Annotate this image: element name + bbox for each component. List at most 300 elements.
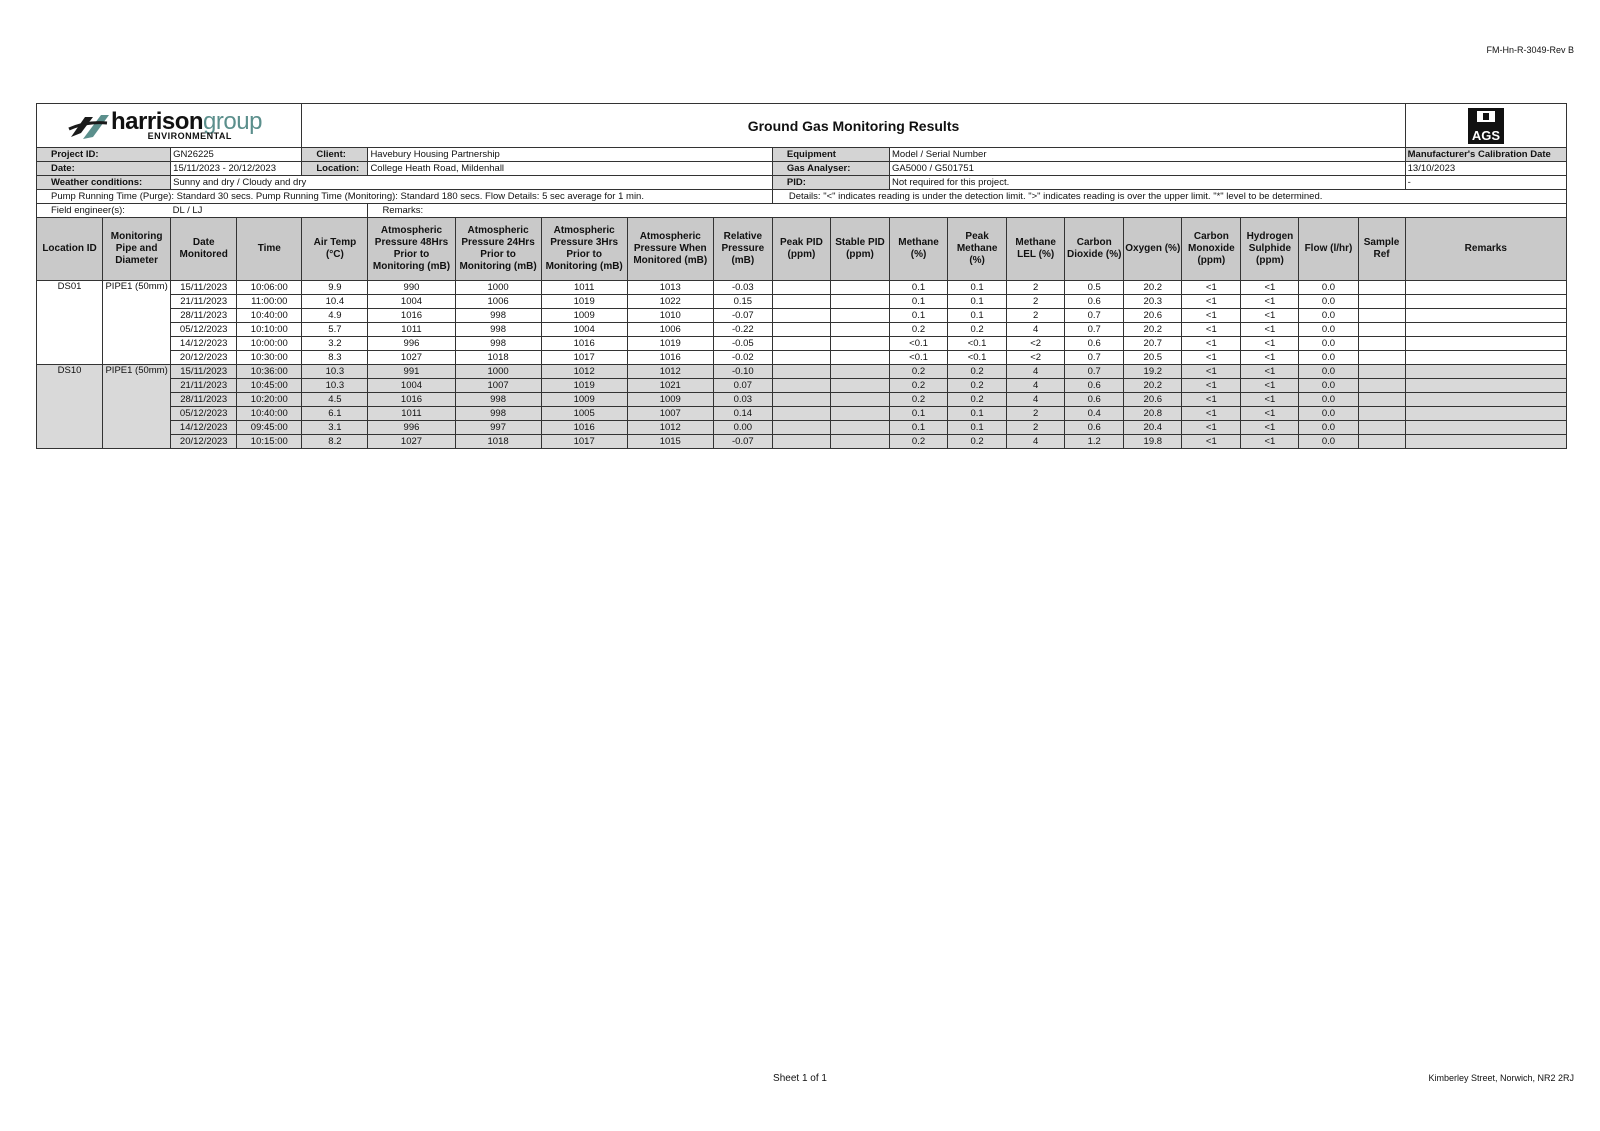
table-cell: [1405, 421, 1566, 435]
table-cell: <1: [1241, 379, 1299, 393]
table-cell: 20.6: [1124, 393, 1182, 407]
location-id-cell: DS01: [37, 281, 103, 365]
table-cell: 0.7: [1065, 365, 1124, 379]
table-cell: -0.02: [713, 351, 772, 365]
table-cell: 4: [1007, 365, 1065, 379]
table-cell: -0.03: [713, 281, 772, 295]
table-cell: 9.9: [302, 281, 368, 295]
table-row: [37, 309, 1567, 323]
table-cell: 0.0: [1299, 309, 1358, 323]
client-value: Havebury Housing Partnership: [368, 148, 772, 162]
project-id-label: Project ID:: [37, 148, 171, 162]
table-cell: [830, 407, 889, 421]
table-cell: 10:36:00: [237, 365, 302, 379]
table-cell: 14/12/2023: [171, 421, 237, 435]
table-cell: [772, 365, 830, 379]
table-cell: [772, 337, 830, 351]
table-cell: 2: [1007, 421, 1065, 435]
results-sheet: [36, 103, 1567, 449]
table-cell: 1019: [541, 379, 627, 393]
column-header: Peak PID (ppm): [772, 218, 830, 281]
table-cell: 20.5: [1124, 351, 1182, 365]
table-cell: 09:45:00: [237, 421, 302, 435]
svg-text:AGS: AGS: [1471, 127, 1500, 143]
table-cell: <2: [1007, 337, 1065, 351]
table-cell: 10:30:00: [237, 351, 302, 365]
table-cell: 10:06:00: [237, 281, 302, 295]
table-cell: [1405, 337, 1566, 351]
table-cell: 10:10:00: [237, 323, 302, 337]
table-cell: 20.2: [1124, 379, 1182, 393]
column-header: Oxygen (%): [1124, 218, 1182, 281]
column-header: Air Temp (°C): [302, 218, 368, 281]
table-cell: [1405, 295, 1566, 309]
pipe-diameter-cell: PIPE1 (50mm): [103, 281, 171, 365]
pid-label: PID:: [772, 176, 889, 190]
table-cell: 1021: [627, 379, 713, 393]
table-cell: 0.0: [1299, 435, 1358, 449]
column-header: Monitoring Pipe and Diameter: [103, 218, 171, 281]
table-cell: 1.2: [1065, 435, 1124, 449]
table-cell: 1010: [627, 309, 713, 323]
table-cell: [1358, 337, 1405, 351]
table-cell: 0.2: [890, 393, 948, 407]
table-cell: 0.7: [1065, 351, 1124, 365]
table-cell: [1405, 365, 1566, 379]
table-cell: [1405, 379, 1566, 393]
table-cell: 20.7: [1124, 337, 1182, 351]
table-cell: 10:40:00: [237, 407, 302, 421]
table-cell: 0.0: [1299, 421, 1358, 435]
table-cell: 0.1: [890, 295, 948, 309]
table-cell: 5.7: [302, 323, 368, 337]
weather-value: Sunny and dry / Cloudy and dry: [171, 176, 773, 190]
table-cell: 1012: [627, 421, 713, 435]
table-cell: [1358, 309, 1405, 323]
table-cell: 1016: [368, 309, 455, 323]
table-cell: 21/11/2023: [171, 379, 237, 393]
table-cell: [830, 309, 889, 323]
table-cell: 0.0: [1299, 323, 1358, 337]
table-cell: 4.9: [302, 309, 368, 323]
table-cell: [1358, 281, 1405, 295]
table-cell: 991: [368, 365, 455, 379]
table-row: [37, 393, 1567, 407]
table-cell: 10.4: [302, 295, 368, 309]
column-header: Location ID: [37, 218, 103, 281]
table-cell: 0.2: [890, 379, 948, 393]
column-header: Atmospheric Pressure 48Hrs Prior to Monitoring (mB): [368, 218, 455, 281]
table-cell: [830, 421, 889, 435]
calibration-date-label: Manufacturer's Calibration Date: [1405, 148, 1566, 162]
table-cell: 1007: [455, 379, 541, 393]
table-cell: 1011: [368, 407, 455, 421]
table-cell: 1012: [541, 365, 627, 379]
pid-value: Not required for this project.: [890, 176, 1406, 190]
table-cell: -0.05: [713, 337, 772, 351]
table-cell: <1: [1182, 435, 1241, 449]
table-cell: [830, 337, 889, 351]
table-row: [37, 295, 1567, 309]
table-cell: 20/12/2023: [171, 435, 237, 449]
table-cell: 996: [368, 337, 455, 351]
table-cell: 8.2: [302, 435, 368, 449]
brand-name: harrisongroup: [111, 107, 262, 135]
table-cell: 998: [455, 337, 541, 351]
table-cell: 15/11/2023: [171, 365, 237, 379]
table-cell: 998: [455, 393, 541, 407]
table-cell: 3.2: [302, 337, 368, 351]
company-address: Kimberley Street, Norwich, NR2 2RJ: [1428, 1073, 1574, 1083]
table-cell: 1027: [368, 351, 455, 365]
table-cell: 0.6: [1065, 421, 1124, 435]
table-cell: 11:00:00: [237, 295, 302, 309]
table-cell: 0.6: [1065, 295, 1124, 309]
table-cell: 0.6: [1065, 337, 1124, 351]
table-cell: 0.2: [948, 379, 1007, 393]
table-cell: 0.2: [948, 393, 1007, 407]
table-cell: [1358, 393, 1405, 407]
equipment-value: Model / Serial Number: [890, 148, 1406, 162]
table-cell: 1016: [368, 393, 455, 407]
table-cell: 1027: [368, 435, 455, 449]
column-header: Methane LEL (%): [1007, 218, 1065, 281]
company-logo: [37, 104, 302, 148]
table-cell: 14/12/2023: [171, 337, 237, 351]
table-cell: 1006: [627, 323, 713, 337]
table-cell: 0.2: [948, 365, 1007, 379]
table-cell: 1022: [627, 295, 713, 309]
column-header: Carbon Monoxide (ppm): [1182, 218, 1241, 281]
column-header: Hydrogen Sulphide (ppm): [1241, 218, 1299, 281]
table-cell: [830, 379, 889, 393]
table-cell: 0.00: [713, 421, 772, 435]
table-cell: <1: [1182, 323, 1241, 337]
table-cell: <1: [1241, 393, 1299, 407]
table-cell: 0.1: [948, 295, 1007, 309]
table-cell: 998: [455, 309, 541, 323]
table-cell: <1: [1182, 421, 1241, 435]
header-table: [36, 103, 1567, 449]
table-cell: [772, 309, 830, 323]
table-cell: 10:00:00: [237, 337, 302, 351]
table-cell: [1405, 323, 1566, 337]
table-cell: <1: [1182, 379, 1241, 393]
table-cell: [772, 421, 830, 435]
table-cell: 996: [368, 421, 455, 435]
column-header: Peak Methane (%): [948, 218, 1007, 281]
table-row: [37, 421, 1567, 435]
table-cell: 1012: [627, 365, 713, 379]
table-cell: <2: [1007, 351, 1065, 365]
table-cell: [830, 323, 889, 337]
table-cell: -0.07: [713, 435, 772, 449]
table-cell: 4: [1007, 323, 1065, 337]
page-title: Ground Gas Monitoring Results: [302, 104, 1405, 148]
table-cell: 10.3: [302, 379, 368, 393]
table-cell: <1: [1241, 323, 1299, 337]
gas-analyser-value: GA5000 / G501751: [890, 162, 1406, 176]
table-cell: 1016: [627, 351, 713, 365]
table-row: [37, 435, 1567, 449]
table-cell: 998: [455, 407, 541, 421]
table-cell: [772, 435, 830, 449]
table-cell: 0.1: [948, 281, 1007, 295]
table-cell: 19.2: [1124, 365, 1182, 379]
table-cell: 0.2: [890, 365, 948, 379]
date-label: Date:: [37, 162, 171, 176]
table-cell: 1013: [627, 281, 713, 295]
table-cell: 10:20:00: [237, 393, 302, 407]
table-cell: 0.2: [948, 435, 1007, 449]
table-cell: 1017: [541, 435, 627, 449]
table-cell: <0.1: [890, 337, 948, 351]
table-cell: 0.03: [713, 393, 772, 407]
table-cell: [830, 351, 889, 365]
table-cell: 10.3: [302, 365, 368, 379]
table-cell: 1004: [368, 379, 455, 393]
table-cell: 0.0: [1299, 351, 1358, 365]
table-cell: 0.07: [713, 379, 772, 393]
column-header: Stable PID (ppm): [830, 218, 889, 281]
table-cell: <1: [1241, 421, 1299, 435]
table-cell: 0.4: [1065, 407, 1124, 421]
table-cell: 8.3: [302, 351, 368, 365]
table-cell: 997: [455, 421, 541, 435]
column-header: Relative Pressure (mB): [713, 218, 772, 281]
table-cell: [772, 379, 830, 393]
table-cell: 0.0: [1299, 393, 1358, 407]
location-id-cell: DS10: [37, 365, 103, 449]
table-cell: [772, 351, 830, 365]
table-cell: 1009: [627, 393, 713, 407]
table-cell: 0.0: [1299, 379, 1358, 393]
table-cell: 10:45:00: [237, 379, 302, 393]
table-cell: <0.1: [890, 351, 948, 365]
table-cell: [1358, 351, 1405, 365]
table-cell: 0.0: [1299, 281, 1358, 295]
column-header: Time: [237, 218, 302, 281]
location-value: College Heath Road, Mildenhall: [368, 162, 772, 176]
table-cell: [772, 295, 830, 309]
table-cell: <1: [1241, 407, 1299, 421]
table-cell: 0.6: [1065, 393, 1124, 407]
column-header: Carbon Dioxide (%): [1065, 218, 1124, 281]
table-cell: 20.8: [1124, 407, 1182, 421]
table-cell: [830, 435, 889, 449]
table-cell: 1006: [455, 295, 541, 309]
table-cell: 28/11/2023: [171, 393, 237, 407]
table-cell: <1: [1241, 295, 1299, 309]
table-cell: [830, 365, 889, 379]
table-cell: [1358, 435, 1405, 449]
table-cell: [772, 281, 830, 295]
table-cell: 2: [1007, 281, 1065, 295]
table-cell: <1: [1182, 281, 1241, 295]
pump-details: Pump Running Time (Purge): Standard 30 secs. Pump Running Time (Monitoring): Standard 180 secs. Flow Details: 5 sec average for 1 min.: [37, 190, 773, 204]
sheet-number: Sheet 1 of 1: [773, 1073, 827, 1084]
table-cell: [1358, 295, 1405, 309]
table-cell: 05/12/2023: [171, 407, 237, 421]
table-cell: [830, 281, 889, 295]
column-header: Sample Ref: [1358, 218, 1405, 281]
table-cell: [1358, 407, 1405, 421]
table-cell: [1358, 323, 1405, 337]
table-cell: [1405, 393, 1566, 407]
table-cell: 0.6: [1065, 379, 1124, 393]
column-header: Atmospheric Pressure 24Hrs Prior to Monitoring (mB): [455, 218, 541, 281]
table-cell: 0.1: [890, 421, 948, 435]
table-cell: 0.1: [948, 421, 1007, 435]
project-id-value: GN26225: [171, 148, 302, 162]
table-cell: 10:15:00: [237, 435, 302, 449]
column-header: Date Monitored: [171, 218, 237, 281]
column-header: Atmospheric Pressure When Monitored (mB): [627, 218, 713, 281]
equipment-label: Equipment: [772, 148, 889, 162]
table-cell: [772, 393, 830, 407]
table-cell: -0.10: [713, 365, 772, 379]
harrison-swoosh-icon: [67, 109, 111, 143]
table-cell: 19.8: [1124, 435, 1182, 449]
remarks-label: Remarks:: [368, 204, 1567, 218]
table-cell: 20.2: [1124, 281, 1182, 295]
table-cell: 0.2: [890, 323, 948, 337]
table-cell: 28/11/2023: [171, 309, 237, 323]
table-cell: 1019: [627, 337, 713, 351]
table-cell: [830, 295, 889, 309]
weather-label: Weather conditions:: [37, 176, 171, 190]
table-cell: 0.7: [1065, 309, 1124, 323]
reading-details: Details: "<" indicates reading is under the detection limit. ">" indicates reading is over the upper limit. "*" level to be determined.: [772, 190, 1566, 204]
column-header: Flow (l/hr): [1299, 218, 1358, 281]
table-cell: 2: [1007, 309, 1065, 323]
table-cell: 1004: [541, 323, 627, 337]
table-cell: 20.6: [1124, 309, 1182, 323]
table-cell: <1: [1241, 281, 1299, 295]
table-cell: 0.2: [948, 323, 1007, 337]
table-cell: [1405, 351, 1566, 365]
table-cell: 990: [368, 281, 455, 295]
table-cell: 1015: [627, 435, 713, 449]
table-cell: 0.14: [713, 407, 772, 421]
table-cell: -0.22: [713, 323, 772, 337]
table-cell: <1: [1182, 337, 1241, 351]
table-cell: 4: [1007, 379, 1065, 393]
table-cell: 998: [455, 323, 541, 337]
table-cell: 15/11/2023: [171, 281, 237, 295]
table-cell: <1: [1182, 309, 1241, 323]
table-cell: 0.0: [1299, 365, 1358, 379]
table-cell: 0.2: [890, 435, 948, 449]
table-cell: <0.1: [948, 351, 1007, 365]
table-cell: 1000: [455, 281, 541, 295]
table-cell: 1000: [455, 365, 541, 379]
date-value: 15/11/2023 - 20/12/2023: [171, 162, 302, 176]
table-cell: 21/11/2023: [171, 295, 237, 309]
pipe-diameter-cell: PIPE1 (50mm): [103, 365, 171, 449]
table-row: [37, 323, 1567, 337]
table-cell: <1: [1182, 351, 1241, 365]
table-row: [37, 379, 1567, 393]
table-cell: 0.0: [1299, 337, 1358, 351]
table-cell: 0.5: [1065, 281, 1124, 295]
table-cell: 1019: [541, 295, 627, 309]
table-row: [37, 351, 1567, 365]
table-cell: [1358, 365, 1405, 379]
table-cell: 1018: [455, 351, 541, 365]
table-cell: 6.1: [302, 407, 368, 421]
table-cell: 20/12/2023: [171, 351, 237, 365]
table-cell: 1017: [541, 351, 627, 365]
table-cell: 1004: [368, 295, 455, 309]
table-cell: 20.2: [1124, 323, 1182, 337]
table-cell: [1405, 281, 1566, 295]
table-row: [37, 407, 1567, 421]
table-cell: -0.07: [713, 309, 772, 323]
field-engineer-label: Field engineer(s):: [37, 204, 171, 218]
table-cell: 0.0: [1299, 407, 1358, 421]
table-cell: 4.5: [302, 393, 368, 407]
table-cell: [1358, 421, 1405, 435]
table-cell: <1: [1241, 309, 1299, 323]
column-header: Methane (%): [890, 218, 948, 281]
table-cell: 20.4: [1124, 421, 1182, 435]
document-reference: FM-Hn-R-3049-Rev B: [1486, 45, 1574, 55]
table-cell: [1405, 407, 1566, 421]
calibration-date-value: 13/10/2023: [1405, 162, 1566, 176]
client-label: Client:: [302, 148, 368, 162]
table-cell: [1405, 435, 1566, 449]
table-cell: 1016: [541, 337, 627, 351]
table-cell: 0.1: [890, 407, 948, 421]
table-cell: <0.1: [948, 337, 1007, 351]
table-cell: 20.3: [1124, 295, 1182, 309]
table-cell: <1: [1241, 337, 1299, 351]
table-cell: <1: [1182, 407, 1241, 421]
table-cell: 3.1: [302, 421, 368, 435]
table-cell: 0.1: [948, 309, 1007, 323]
table-row: [37, 281, 1567, 295]
table-cell: 2: [1007, 407, 1065, 421]
table-cell: 0.1: [890, 281, 948, 295]
table-cell: 10:40:00: [237, 309, 302, 323]
table-cell: 1018: [455, 435, 541, 449]
table-row: [37, 365, 1567, 379]
table-cell: [772, 407, 830, 421]
table-cell: <1: [1182, 393, 1241, 407]
table-cell: <1: [1241, 365, 1299, 379]
table-cell: 2: [1007, 295, 1065, 309]
brand-subtitle: ENVIRONMENTAL: [147, 130, 232, 141]
table-cell: [1358, 379, 1405, 393]
table-cell: [772, 323, 830, 337]
column-header: Remarks: [1405, 218, 1566, 281]
table-cell: <1: [1182, 365, 1241, 379]
table-cell: 1009: [541, 393, 627, 407]
table-cell: 0.15: [713, 295, 772, 309]
location-label: Location:: [302, 162, 368, 176]
results-body: [37, 281, 1567, 449]
table-cell: 1016: [541, 421, 627, 435]
table-cell: 1011: [541, 281, 627, 295]
table-cell: 4: [1007, 435, 1065, 449]
ags-logo: [1405, 104, 1566, 148]
table-cell: 1005: [541, 407, 627, 421]
table-cell: <1: [1182, 295, 1241, 309]
table-cell: 1011: [368, 323, 455, 337]
table-cell: [830, 393, 889, 407]
field-engineer-value: DL / LJ: [171, 204, 368, 218]
